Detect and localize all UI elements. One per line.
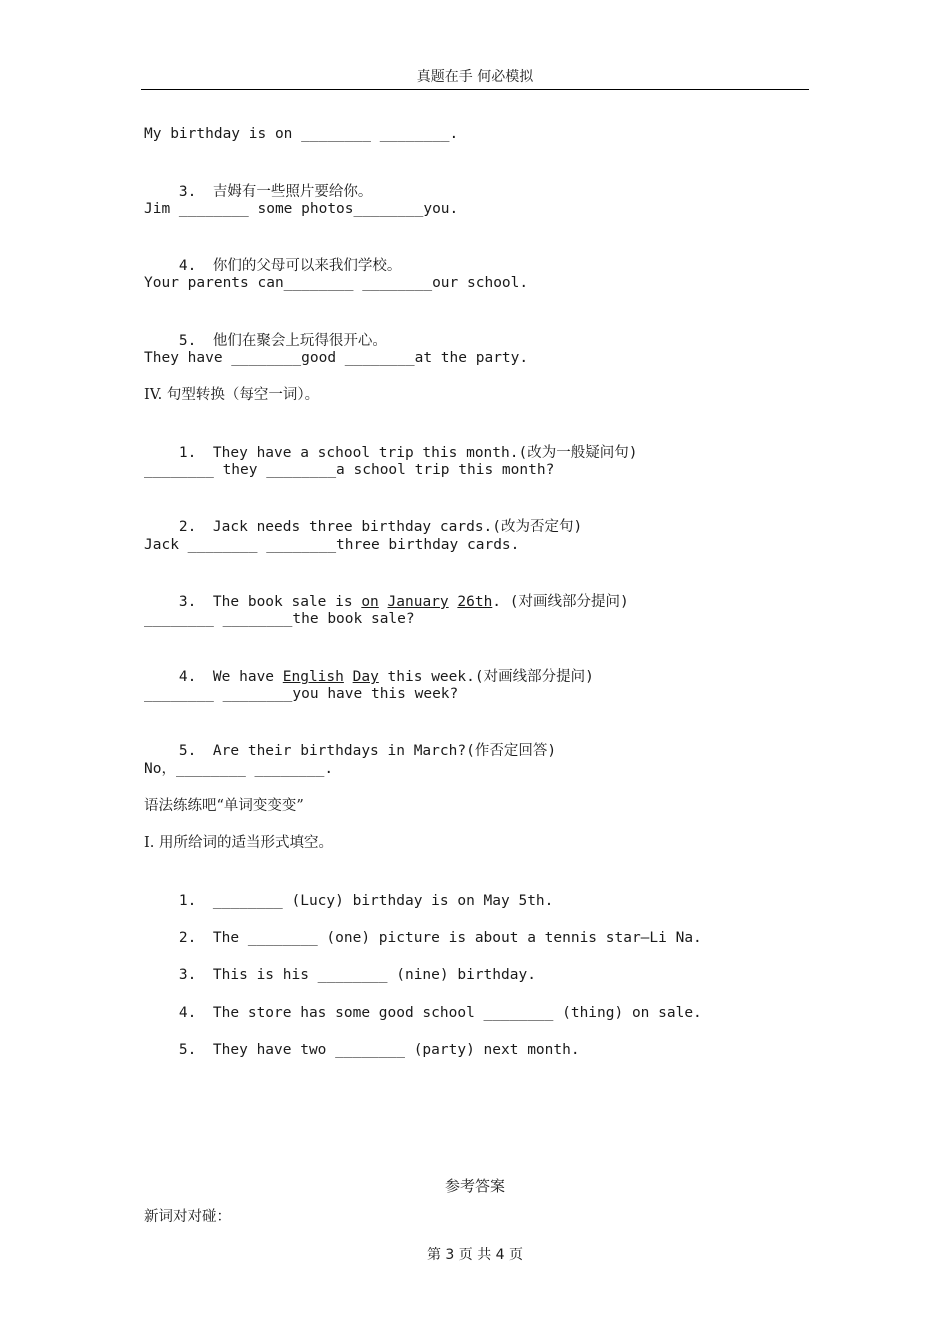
question-number: 2. [178, 930, 197, 946]
question-number: 5. [178, 1042, 197, 1058]
question-number: 1. [178, 445, 197, 461]
question-number: 5. [178, 333, 197, 349]
question-line [144, 1020, 580, 1080]
answer-line: They have ________good ________at the party. [144, 350, 529, 366]
question-number: 3. [178, 184, 197, 200]
question-number: 5. [178, 743, 197, 759]
question-text: Jack needs three birthday cards.(改为否定句) [212, 519, 583, 535]
question-text: 他们在聚会上玩得很开心。 [212, 333, 387, 349]
page-header: 真题在手 何必模拟 [416, 69, 534, 85]
header-rule [141, 89, 809, 90]
page-footer: 第 3 页 共 4 页 [426, 1247, 524, 1263]
question-number: 1. [178, 893, 197, 909]
question-text: This is his ________ (nine) birthday. [212, 967, 536, 983]
question-text: We have [212, 669, 283, 685]
answer-line: ________ ________the book sale? [144, 611, 415, 627]
question-number: 4. [178, 1005, 197, 1021]
question-text: The store has some good school ________ (thing) on sale. [212, 1005, 702, 1021]
question-number: 3. [178, 967, 197, 983]
underlined-word: January [387, 594, 449, 610]
question-number: 2. [178, 519, 197, 535]
question-text: 你们的父母可以来我们学校。 [212, 258, 402, 274]
question-text: 吉姆有一些照片要给你。 [212, 184, 373, 200]
answer-line: ________ ________you have this week? [144, 686, 459, 702]
underlined-word: Day [352, 669, 379, 685]
answer-line: Jim ________ some photos________you. [144, 201, 459, 217]
question-text-tail: this week.(对画线部分提问) [378, 669, 594, 685]
question-number: 3. [178, 594, 197, 610]
underlined-word: English [282, 669, 344, 685]
answer-line: Your parents can________ ________our school. [144, 275, 529, 291]
question-text: The ________ (one) picture is about a tennis star—Li Na. [212, 930, 702, 946]
space [379, 594, 388, 610]
section-title: IV. 句型转换（每空一词）。 [144, 387, 320, 403]
answers-title: 参考答案 [444, 1177, 505, 1195]
section-title: 语法练练吧“单词变变变” [144, 798, 304, 814]
question-text: They have two ________ (party) next month. [212, 1042, 580, 1058]
question-text: The book sale is [212, 594, 362, 610]
answer-line: My birthday is on ________ ________. [144, 126, 459, 142]
answer-line: ________ they ________a school trip this month? [144, 462, 555, 478]
answer-line: Jack ________ ________three birthday cards. [144, 537, 520, 553]
answers-subtitle: 新词对对碰： [144, 1209, 231, 1225]
space [344, 669, 353, 685]
underlined-word: on [361, 594, 379, 610]
question-text: Are their birthdays in March?(作否定回答) [212, 743, 557, 759]
question-number: 4. [178, 258, 197, 274]
underlined-word: 26th [457, 594, 493, 610]
question-number: 4. [178, 669, 197, 685]
question-text: ________ (Lucy) birthday is on May 5th. [212, 893, 554, 909]
question-text-tail: . (对画线部分提问) [492, 594, 629, 610]
answer-line: No，________ ________. [144, 761, 334, 777]
section-subtitle: I. 用所给词的适当形式填空。 [144, 835, 333, 851]
question-text: They have a school trip this month.(改为一般疑问句) [212, 445, 638, 461]
